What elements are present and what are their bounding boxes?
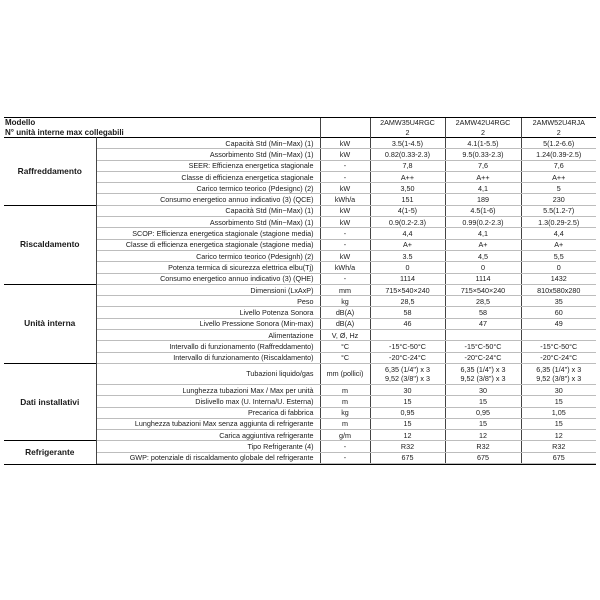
spec-value-line: 6,35 (1/4") x 3 <box>536 364 582 374</box>
spec-label: GWP: potenziale di riscaldamento globale del refrigerante <box>96 452 320 463</box>
spec-value: 3,50 <box>370 183 445 194</box>
spec-value: 230 <box>521 194 596 205</box>
spec-value: 4.5(1-6) <box>445 205 521 216</box>
model-name: 2AMW52U4RJA <box>521 118 596 128</box>
max-units-value: 2 <box>521 128 596 138</box>
spec-value: 47 <box>445 318 521 329</box>
spec-unit: kg <box>320 407 370 418</box>
spec-value: 675 <box>521 452 596 463</box>
spec-value: A++ <box>521 171 596 182</box>
spec-value: 5(1.2-6.6) <box>521 138 596 149</box>
spec-unit: kg <box>320 296 370 307</box>
spec-label: Tipo Refrigerante (4) <box>96 441 320 452</box>
spec-unit: - <box>320 239 370 250</box>
spec-value: R32 <box>370 441 445 452</box>
spec-value: -20°C-24°C <box>445 352 521 363</box>
spec-label: Peso <box>96 296 320 307</box>
spec-value: 0.82(0.33-2.3) <box>370 149 445 160</box>
spec-label: Assorbimento Std (Min~Max) (1) <box>96 217 320 228</box>
spec-value: 15 <box>445 418 521 429</box>
spec-value: 28,5 <box>445 296 521 307</box>
spec-unit: kW <box>320 183 370 194</box>
spec-value: 60 <box>521 307 596 318</box>
spec-unit: °C <box>320 341 370 352</box>
spec-unit: kW <box>320 217 370 228</box>
spec-value: 1.24(0.39-2.5) <box>521 149 596 160</box>
spec-label: Classe di efficienza energetica stagionale <box>96 171 320 182</box>
spec-value: A+ <box>445 239 521 250</box>
spec-value: 1114 <box>445 273 521 284</box>
spec-label: Potenza termica di sicurezza elettrica elbu(Tj) <box>96 262 320 273</box>
spec-unit: - <box>320 441 370 452</box>
spec-unit: - <box>320 452 370 463</box>
spec-unit: kW <box>320 149 370 160</box>
spec-value: -20°C-24°C <box>370 352 445 363</box>
spec-label: SCOP: Efficienza energetica stagionale (stagione media) <box>96 228 320 239</box>
spec-value: A+ <box>521 239 596 250</box>
spec-value: 7,8 <box>370 160 445 171</box>
spec-unit: kWh/a <box>320 262 370 273</box>
spec-value-line: 9,52 (3/8") x 3 <box>460 373 506 383</box>
spec-value-line: 9,52 (3/8") x 3 <box>536 373 582 383</box>
spec-label: Alimentazione <box>96 330 320 341</box>
spec-value: 15 <box>370 418 445 429</box>
spec-value: 4.1(1-5.5) <box>445 138 521 149</box>
section-category: Raffreddamento <box>4 138 96 206</box>
spec-value-line: 9,52 (3/8") x 3 <box>385 373 430 383</box>
spec-label: Classe di efficienza energetica stagionale (stagione media) <box>96 239 320 250</box>
section-category: Dati installativi <box>4 363 96 440</box>
spec-unit: kWh/a <box>320 194 370 205</box>
spec-label: Precarica di fabbrica <box>96 407 320 418</box>
spec-value: 0.9(0.2-2.3) <box>370 217 445 228</box>
spec-value: 58 <box>445 307 521 318</box>
spec-unit: mm <box>320 284 370 295</box>
spec-unit: m <box>320 384 370 395</box>
spec-value: -15°C-50°C <box>521 341 596 352</box>
spec-row <box>4 284 596 295</box>
spec-value: 5 <box>521 183 596 194</box>
spec-value-line: 6,35 (1/4") x 3 <box>385 364 430 374</box>
spec-label: Carico termico teorico (Pdesignc) (2) <box>96 183 320 194</box>
spec-unit: kW <box>320 250 370 261</box>
spec-value: 810x580x280 <box>521 284 596 295</box>
spec-value-line: 6,35 (1/4") x 3 <box>460 364 506 374</box>
spec-label: Intervallo di funzionamento (Raffreddamento) <box>96 341 320 352</box>
spec-label: Livello Pressione Sonora (Min-max) <box>96 318 320 329</box>
spec-value: 58 <box>370 307 445 318</box>
model-label: Modello <box>4 118 320 128</box>
spec-value: 715×540×240 <box>445 284 521 295</box>
spec-unit: mm (pollici) <box>320 363 370 384</box>
spec-value: A++ <box>445 171 521 182</box>
spec-value: 1114 <box>370 273 445 284</box>
max-units-unit-cell <box>320 128 370 138</box>
spec-value: 49 <box>521 318 596 329</box>
spec-row <box>4 363 596 384</box>
spec-value <box>445 330 521 341</box>
spec-row <box>4 441 596 452</box>
spec-value: 1.3(0.29-2.5) <box>521 217 596 228</box>
spec-table-container <box>4 117 596 465</box>
spec-unit: - <box>320 171 370 182</box>
spec-row <box>4 138 596 149</box>
spec-value: 30 <box>445 384 521 395</box>
spec-value: 12 <box>521 430 596 441</box>
spec-unit: - <box>320 273 370 284</box>
spec-value: R32 <box>521 441 596 452</box>
spec-value: R32 <box>445 441 521 452</box>
spec-table <box>4 117 596 464</box>
spec-value: 0 <box>445 262 521 273</box>
spec-unit: °C <box>320 352 370 363</box>
spec-value: 675 <box>445 452 521 463</box>
spec-value: 675 <box>370 452 445 463</box>
spec-value: 189 <box>445 194 521 205</box>
spec-unit: V, Ø, Hz <box>320 330 370 341</box>
spec-label: Dimensioni (LxAxP) <box>96 284 320 295</box>
section-category: Unità interna <box>4 284 96 363</box>
spec-label: Lunghezza tubazioni Max / Max per unità <box>96 384 320 395</box>
spec-value: 4(1-5) <box>370 205 445 216</box>
spec-label: Dislivello max (U. Interna/U. Esterna) <box>96 396 320 407</box>
spec-label: Carico termico teorico (Pdesignh) (2) <box>96 250 320 261</box>
spec-value <box>370 363 445 384</box>
spec-value: 46 <box>370 318 445 329</box>
max-units-value: 2 <box>445 128 521 138</box>
spec-value: 35 <box>521 296 596 307</box>
spec-label: Lunghezza tubazioni Max senza aggiunta di refrigerante <box>96 418 320 429</box>
spec-value: 0,95 <box>370 407 445 418</box>
spec-label: Consumo energetico annuo indicativo (3) (QCE) <box>96 194 320 205</box>
spec-unit: - <box>320 228 370 239</box>
spec-value: A+ <box>370 239 445 250</box>
spec-value: 151 <box>370 194 445 205</box>
spec-unit: kW <box>320 205 370 216</box>
spec-value: 4,4 <box>370 228 445 239</box>
spec-value <box>445 363 521 384</box>
spec-label: Capacità Std (Min~Max) (1) <box>96 138 320 149</box>
spec-value: 5.5(1.2-7) <box>521 205 596 216</box>
spec-value: 12 <box>370 430 445 441</box>
spec-unit: m <box>320 396 370 407</box>
spec-value: 0 <box>521 262 596 273</box>
spec-value: 0 <box>370 262 445 273</box>
model-unit-cell <box>320 118 370 128</box>
spec-value: A++ <box>370 171 445 182</box>
spec-value <box>521 363 596 384</box>
spec-value: 715×540×240 <box>370 284 445 295</box>
spec-value: 12 <box>445 430 521 441</box>
spec-value: 9.5(0.33-2.3) <box>445 149 521 160</box>
spec-unit: dB(A) <box>320 318 370 329</box>
spec-value: 15 <box>521 396 596 407</box>
spec-value: 7,6 <box>445 160 521 171</box>
spec-value: 7,6 <box>521 160 596 171</box>
spec-value: 4,1 <box>445 228 521 239</box>
spec-label: Consumo energetico annuo indicativo (3) (QHE) <box>96 273 320 284</box>
section-category: Riscaldamento <box>4 205 96 284</box>
max-units-row <box>4 128 596 138</box>
spec-value: 4,1 <box>445 183 521 194</box>
spec-value: 3.5 <box>370 250 445 261</box>
spec-value: 15 <box>370 396 445 407</box>
spec-value: 30 <box>521 384 596 395</box>
spec-value: 28,5 <box>370 296 445 307</box>
spec-label: Intervallo di funzionamento (Riscaldamento) <box>96 352 320 363</box>
spec-value: -15°C-50°C <box>370 341 445 352</box>
spec-value: -20°C-24°C <box>521 352 596 363</box>
spec-value: 0.99(0.2-2.3) <box>445 217 521 228</box>
model-name: 2AMW35U4RGC <box>370 118 445 128</box>
spec-value: 1432 <box>521 273 596 284</box>
spec-label: Capacità Std (Min~Max) (1) <box>96 205 320 216</box>
spec-value <box>521 330 596 341</box>
table-bottom-rule <box>4 464 596 465</box>
spec-value: 15 <box>521 418 596 429</box>
spec-value: 3.5(1-4.5) <box>370 138 445 149</box>
spec-value: 4,5 <box>445 250 521 261</box>
spec-value: 15 <box>445 396 521 407</box>
spec-unit: dB(A) <box>320 307 370 318</box>
spec-unit: - <box>320 160 370 171</box>
spec-label: Livello Potenza Sonora <box>96 307 320 318</box>
spec-label: Assorbimento Std (Min~Max) (1) <box>96 149 320 160</box>
spec-unit: g/m <box>320 430 370 441</box>
spec-unit: kW <box>320 138 370 149</box>
max-units-value: 2 <box>370 128 445 138</box>
model-row <box>4 118 596 128</box>
spec-label: SEER: Efficienza energetica stagionale <box>96 160 320 171</box>
model-name: 2AMW42U4RGC <box>445 118 521 128</box>
spec-row <box>4 205 596 216</box>
spec-value: 1,05 <box>521 407 596 418</box>
section-category: Refrigerante <box>4 441 96 464</box>
spec-label: Tubazioni liquido/gas <box>96 363 320 384</box>
max-units-label: N° unità interne max collegabili <box>5 127 124 137</box>
spec-table-body <box>4 118 596 464</box>
spec-value <box>370 330 445 341</box>
spec-value: 4,4 <box>521 228 596 239</box>
spec-value: 30 <box>370 384 445 395</box>
spec-value: -15°C-50°C <box>445 341 521 352</box>
spec-unit: m <box>320 418 370 429</box>
spec-value: 0,95 <box>445 407 521 418</box>
spec-value: 5,5 <box>521 250 596 261</box>
spec-label: Carica aggiuntiva refrigerante <box>96 430 320 441</box>
